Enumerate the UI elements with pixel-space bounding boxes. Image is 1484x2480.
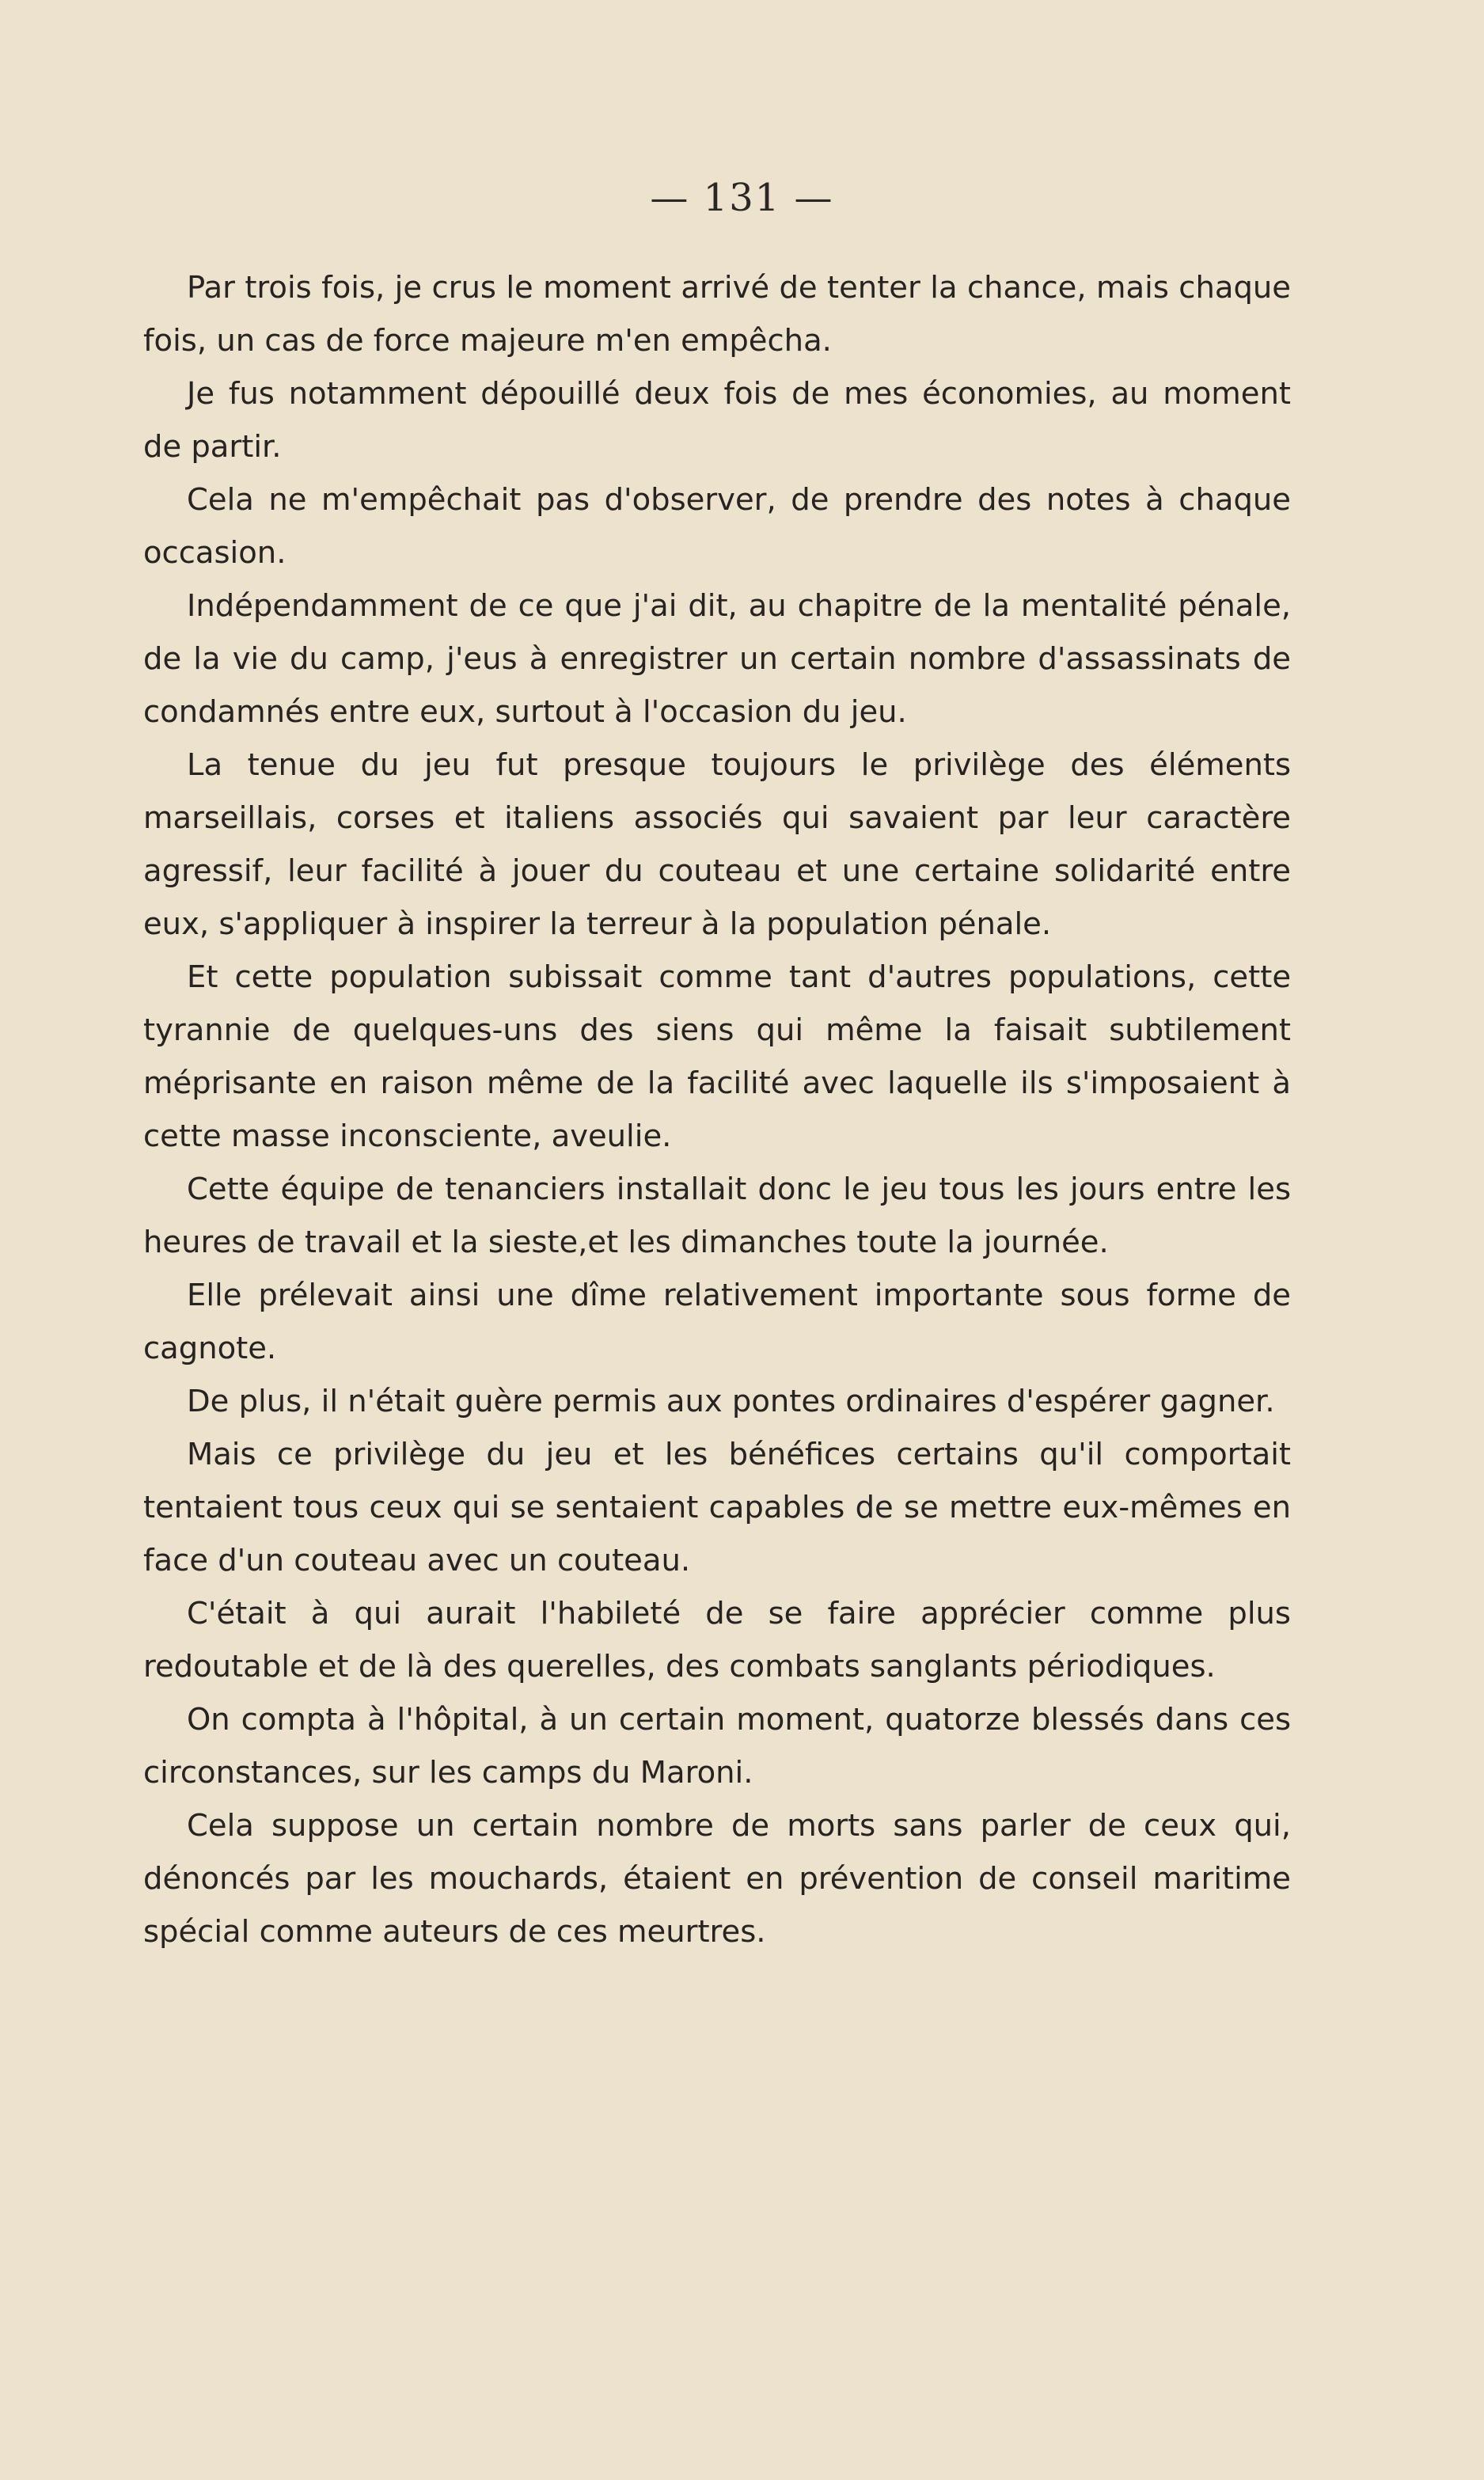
paragraph: C'était à qui aurait l'habileté de se faire apprécier comme plus redoutable et de là des querelles, des combats sanglants périodiques. bbox=[143, 1596, 1291, 1684]
page-number: — 131 — bbox=[650, 176, 834, 220]
paragraph: Cela suppose un certain nombre de morts sans parler de ceux qui, dénoncés par les mouchards, étaient en prévention de conseil maritime spécial comme auteurs de ces meurtres. bbox=[143, 1808, 1291, 1950]
paragraph: Indépendamment de ce que j'ai dit, au chapitre de la mentalité pénale, de la vie du camp, j'eus à enregistrer un certain nombre d'assassinats de condamnés entre eux, surtout à l'occasion du jeu. bbox=[143, 588, 1291, 730]
paragraph: Je fus notamment dépouillé deux fois de mes économies, au moment de partir. bbox=[143, 376, 1291, 465]
paragraph: Cela ne m'empêchait pas d'observer, de prendre des notes à chaque occasion. bbox=[143, 482, 1291, 571]
paragraph: Cette équipe de tenanciers installait donc le jeu tous les jours entre les heures de travail et la sieste,et les dimanches toute la journée. bbox=[143, 1172, 1291, 1260]
paragraph: Et cette population subissait comme tant d'autres populations, cette tyrannie de quelques-uns des siens qui même la faisait subtilement méprisante en raison même de la facilité avec laquelle ils s'imposaient à cette masse inconsciente, aveulie. bbox=[143, 959, 1291, 1154]
text-body bbox=[143, 261, 1291, 1958]
paragraph: On compta à l'hôpital, à un certain moment, quatorze blessés dans ces circonstances, sur les camps du Maroni. bbox=[143, 1702, 1291, 1791]
paragraph: De plus, il n'était guère permis aux pontes ordinaires d'espérer gagner. bbox=[187, 1384, 1275, 1419]
paragraph: Mais ce privilège du jeu et les bénéfices certains qu'il comportait tentaient tous ceux qui se sentaient capables de se mettre eux-mêmes en face d'un couteau avec un couteau. bbox=[143, 1437, 1291, 1578]
paragraph: La tenue du jeu fut presque toujours le privilège des éléments marseillais, corses et italiens associés qui savaient par leur caractère agressif, leur facilité à jouer du couteau et une certaine solidarité entre eux, s'appliquer à inspirer la terreur à la population pénale. bbox=[143, 747, 1291, 942]
paragraph: Par trois fois, je crus le moment arrivé de tenter la chance, mais chaque fois, un cas de force majeure m'en empêcha. bbox=[143, 270, 1291, 359]
paragraph: Elle prélevait ainsi une dîme relativement importante sous forme de cagnote. bbox=[143, 1278, 1291, 1366]
